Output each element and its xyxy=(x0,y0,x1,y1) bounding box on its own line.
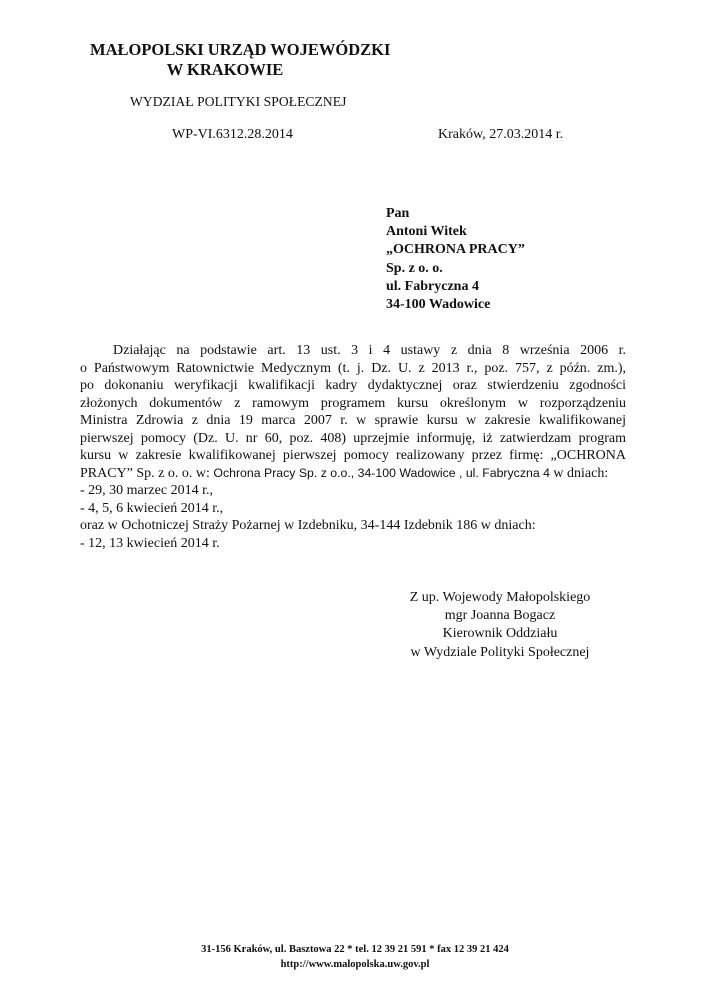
recipient-line: Pan xyxy=(386,206,410,221)
body-line: - 4, 5, 6 kwiecień 2014 r., xyxy=(80,500,224,516)
recipient-line: Sp. z o. o. xyxy=(386,260,443,276)
body-line: Ministra Zdrowia z dnia 19 marca 2007 r. w sprawie kursu w zakresie kwalifikowanej xyxy=(80,413,626,428)
reference-number: WP-VI.6312.28.2014 xyxy=(172,127,293,142)
body-line: kursu w zakresie kwalifikowanej pierwszej pomocy realizowany przez firmę: „OCHRONA xyxy=(80,448,626,463)
signature-block xyxy=(395,589,605,662)
recipient-line: „OCHRONA PRACY” xyxy=(386,242,525,258)
recipient-address xyxy=(386,205,525,314)
office-name-line2: W KRAKOWIE xyxy=(166,60,284,79)
body-line-inserted-address: Ochrona Pracy Sp. z o.o., 34-100 Wadowice , ul. Fabryczna 4 xyxy=(213,465,550,480)
signature-line: Kierownik Oddziału xyxy=(442,626,558,642)
page-footer xyxy=(0,942,710,972)
body-line: złożonych dokumentów z ramowym programem kursu określonym w rozporządzeniu xyxy=(80,395,626,411)
body-line: oraz w Ochotniczej Straży Pożarnej w Izdebniku, 34-144 Izdebnik 186 w dniach: xyxy=(80,518,536,533)
body-line: - 29, 30 marzec 2014 r., xyxy=(80,483,213,498)
body-line: Działając na podstawie art. 13 ust. 3 i 4 ustawy z dnia 8 września 2006 r. xyxy=(113,343,626,358)
body-line: pierwszej pomocy (Dz. U. nr 60, poz. 408) uprzejmie informuję, iż zatwierdzam program xyxy=(80,430,626,446)
footer-address: 31-156 Kraków, ul. Basztowa 22 * tel. 12 39 21 591 * fax 12 39 21 424 xyxy=(201,944,509,955)
recipient-line: 34-100 Wadowice xyxy=(386,297,491,313)
body-line-part: PRACY” Sp. z o. o. w: xyxy=(80,465,210,481)
place-and-date: Kraków, 27.03.2014 r. xyxy=(438,127,564,142)
body-line-part: w dniach: xyxy=(553,465,609,481)
signature-line: Z up. Wojewody Małopolskiego xyxy=(409,590,591,605)
body-line-mixed xyxy=(80,465,626,483)
body-line: o Państwowym Ratownictwie Medycznym (t. j. Dz. U. z 2013 r., poz. 757, z późn. zm.), xyxy=(80,360,626,376)
footer-url: http://www.malopolska.uw.gov.pl xyxy=(280,959,430,970)
body-line: - 12, 13 kwiecień 2014 r. xyxy=(80,535,220,551)
office-name xyxy=(90,40,391,80)
signature-line: w Wydziale Polityki Społecznej xyxy=(410,644,590,660)
recipient-line: ul. Fabryczna 4 xyxy=(386,278,479,294)
letter-body xyxy=(80,342,626,552)
body-line: po dokonaniu weryfikacji kwalifikacji kadry dydaktycznej oraz stwierdzeniu zgodności xyxy=(80,378,626,393)
recipient-line: Antoni Witek xyxy=(386,224,467,240)
signature-line: mgr Joanna Bogacz xyxy=(444,608,556,624)
office-name-line1: MAŁOPOLSKI URZĄD WOJEWÓDZKI xyxy=(90,40,391,59)
department-name: WYDZIAŁ POLITYKI SPOŁECZNEJ xyxy=(130,94,347,109)
